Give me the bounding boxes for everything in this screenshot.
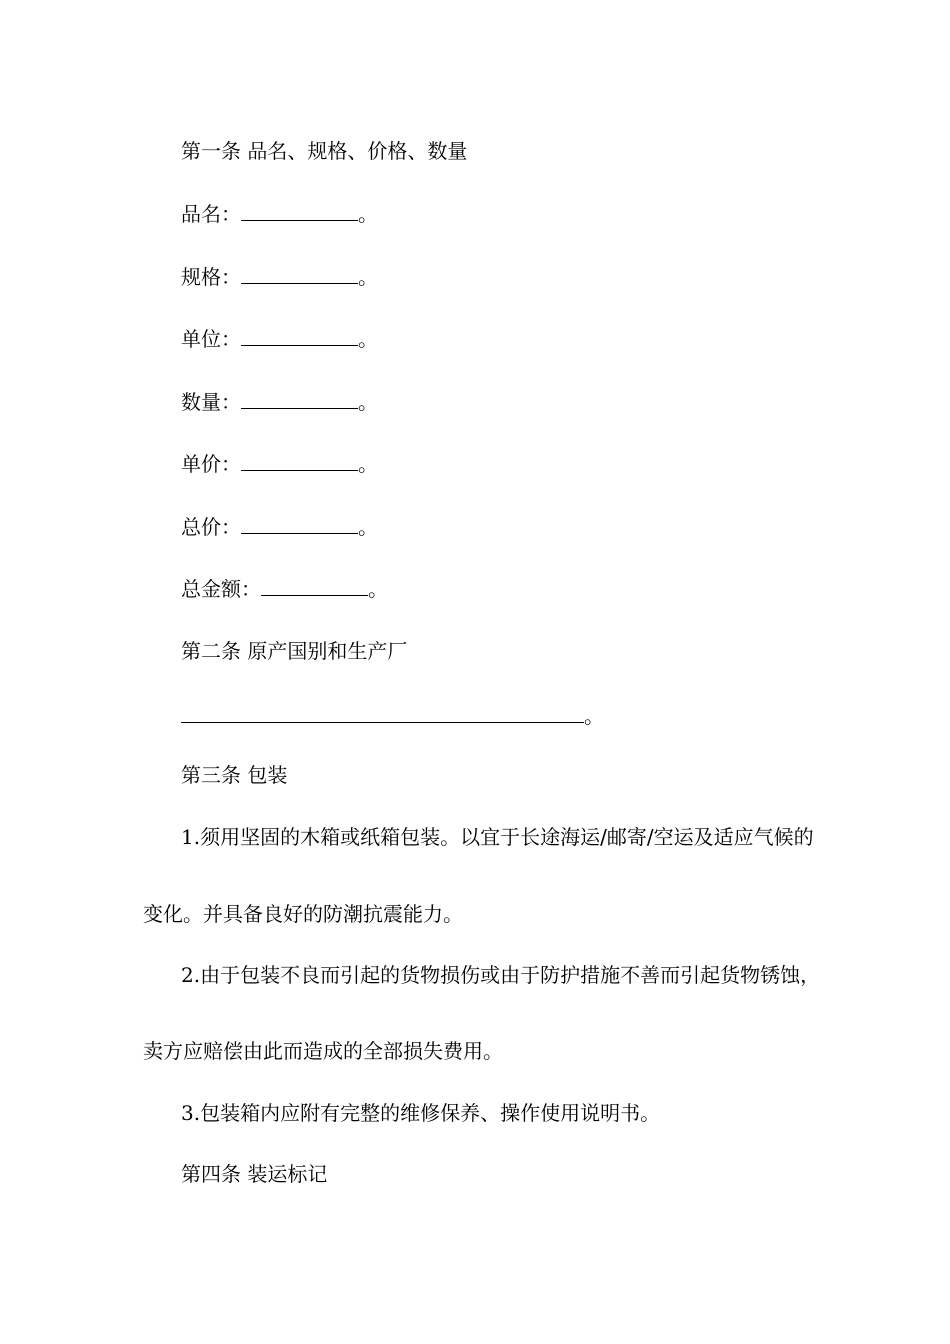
packaging-item-3 — [181, 1099, 660, 1127]
item-text: 由于包装不良而引起的货物损伤或由于防护措施不善而引起货物锈蚀， — [200, 963, 821, 987]
field-product-name — [181, 200, 378, 228]
field-end: 。 — [358, 327, 378, 351]
item-number: 2. — [181, 963, 201, 987]
field-total-price — [181, 513, 378, 541]
field-end: 。 — [358, 390, 378, 414]
field-quantity — [181, 388, 378, 416]
blank-line — [241, 263, 358, 284]
field-label: 数量： — [181, 390, 241, 414]
blank-line — [241, 450, 358, 471]
field-total-amount — [181, 575, 388, 603]
blank-line — [241, 388, 358, 409]
field-end: 。 — [368, 577, 388, 601]
field-end: 。 — [358, 452, 378, 476]
item-text: 包装箱内应附有完整的维修保养、操作使用说明书。 — [200, 1101, 661, 1125]
field-label: 总金额： — [181, 577, 261, 601]
packaging-item-1-line-2: 变化。并具备良好的防潮抗震能力。 — [143, 902, 463, 926]
blank-line — [261, 575, 368, 596]
field-end: 。 — [358, 202, 378, 226]
packaging-item-2-line-2: 卖方应赔偿由此而造成的全部损失费用。 — [143, 1039, 503, 1063]
field-end: 。 — [584, 704, 604, 728]
packaging-item-2-line-1 — [181, 961, 820, 989]
blank-line — [241, 200, 358, 221]
field-end: 。 — [358, 265, 378, 289]
field-unit-price — [181, 450, 378, 478]
article-2-heading: 第二条 原产国别和生产厂 — [181, 639, 408, 663]
packaging-item-1-line-1 — [181, 823, 814, 851]
field-label: 品名： — [181, 202, 241, 226]
field-specification — [181, 263, 378, 291]
field-label: 单位： — [181, 327, 241, 351]
field-label: 规格： — [181, 265, 241, 289]
article-1-heading: 第一条 品名、规格、价格、数量 — [181, 139, 468, 163]
field-label: 单价： — [181, 452, 241, 476]
item-text: 须用坚固的木箱或纸箱包装。以宜于长途海运/邮寄/空运及适应气候的 — [200, 825, 814, 849]
item-number: 3. — [181, 1101, 201, 1125]
blank-line — [241, 513, 358, 534]
article-3-heading: 第三条 包装 — [181, 763, 288, 787]
blank-line — [241, 325, 358, 346]
field-end: 。 — [358, 515, 378, 539]
article-4-heading: 第四条 装运标记 — [181, 1162, 328, 1186]
blank-line — [181, 702, 584, 723]
item-number: 1. — [181, 825, 201, 849]
origin-manufacturer-blank — [181, 702, 604, 730]
field-label: 总价： — [181, 515, 241, 539]
field-unit — [181, 325, 378, 353]
